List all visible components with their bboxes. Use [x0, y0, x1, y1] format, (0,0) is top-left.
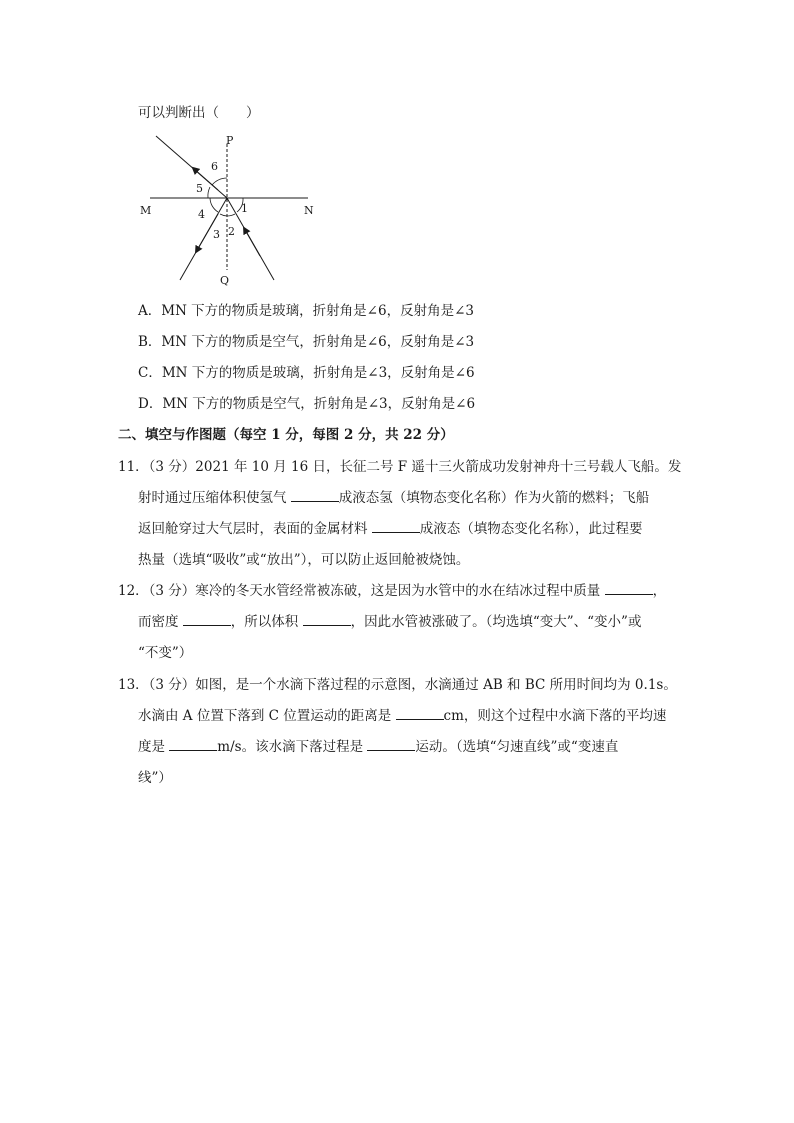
- arc-2: [227, 214, 235, 216]
- label-1: 1: [241, 202, 248, 215]
- q13-blank-3[interactable]: [367, 738, 415, 751]
- q12-text: 而密度: [138, 614, 183, 630]
- ray-lower-right-arrow: [244, 228, 260, 256]
- q13-line-3: [138, 738, 618, 756]
- arc-6: [212, 178, 227, 185]
- q11-line-3: [138, 520, 643, 538]
- label-p: P: [226, 134, 234, 147]
- refraction-diagram: [138, 130, 328, 290]
- q10-option-b: B．MN 下方的物质是空气，折射角是∠6，反射角是∠3: [138, 334, 475, 350]
- label-q: Q: [220, 274, 230, 287]
- q12-line-1: [118, 582, 666, 600]
- q12-blank-1[interactable]: [605, 582, 653, 595]
- q10-option-a: A．MN 下方的物质是玻璃，折射角是∠6，反射角是∠3: [138, 303, 474, 319]
- arc-4: [210, 198, 218, 212]
- q13-blank-2[interactable]: [169, 738, 217, 751]
- label-5: 5: [196, 182, 203, 195]
- q13-text: 度是: [138, 739, 170, 755]
- arc-5: [208, 187, 210, 198]
- q12-text: ，所以体积: [230, 614, 303, 630]
- label-m: M: [140, 204, 152, 217]
- q11-text: 成液态氢（填物态变化名称）作为火箭的燃料；飞船: [338, 490, 650, 506]
- q13-text: cm，则这个过程中水滴下落的平均速: [443, 708, 667, 724]
- q13-line-1: 13．（3 分）如图，是一个水滴下落过程的示意图，水滴通过 AB 和 BC 所用时间均为 0.1s。: [118, 677, 677, 693]
- q10-option-c: C．MN 下方的物质是玻璃，折射角是∠3，反射角是∠6: [138, 365, 475, 381]
- label-2: 2: [228, 225, 235, 238]
- q11-line-1: 11．（3 分）2021 年 10 月 16 日，长征二号 F 遥十三火箭成功发射神舟十三号载人飞船。发: [118, 459, 682, 475]
- q12-text: ，因此水管被涨破了。（均选填“变大”、“变小”或: [350, 614, 642, 630]
- q13-text: 水滴由 A 位置下落到 C 位置运动的距离是: [138, 708, 396, 724]
- q12-blank-2[interactable]: [183, 613, 231, 626]
- q10-stem-tail: 可以判断出（ ）: [138, 105, 260, 121]
- q12-text: 12．（3 分）寒冷的冬天水管经常被冻破，这是因为水管中的水在结冰过程中质量: [118, 583, 605, 599]
- label-4: 4: [198, 208, 205, 221]
- q11-line-4: 热量（选填“吸收”或“放出”），可以防止返回舱被烧蚀。: [138, 552, 470, 568]
- label-n: N: [304, 204, 314, 217]
- q12-line-3: “不变”）: [138, 645, 193, 661]
- q12-blank-3[interactable]: [303, 613, 351, 626]
- q11-text: 成液态（填物态变化名称），此过程要: [419, 521, 643, 537]
- q12-line-2: [138, 613, 641, 631]
- label-3: 3: [213, 228, 220, 241]
- label-6: 6: [211, 160, 218, 173]
- section-2-heading: 二、填空与作图题（每空 1 分，每图 2 分，共 22 分）: [118, 427, 454, 443]
- arc-3: [220, 214, 227, 216]
- q13-blank-1[interactable]: [396, 707, 444, 720]
- q12-text: ，: [652, 583, 667, 599]
- q13-line-2: [138, 707, 666, 725]
- q11-text: 射时通过压缩体积使氢气: [138, 490, 291, 506]
- q11-blank-2[interactable]: [372, 520, 420, 533]
- q11-text: 返回舱穿过大气层时，表面的金属材料: [138, 521, 372, 537]
- q13-text: m/s。该水滴下落过程是: [217, 739, 368, 755]
- q13-text: 运动。（选填“匀速直线”或“变速直: [415, 739, 619, 755]
- q10-option-d: D．MN 下方的物质是空气，折射角是∠3，反射角是∠6: [138, 396, 476, 412]
- q11-blank-1[interactable]: [291, 489, 339, 502]
- q11-line-2: [138, 489, 649, 507]
- q13-line-4: 线”）: [138, 770, 172, 786]
